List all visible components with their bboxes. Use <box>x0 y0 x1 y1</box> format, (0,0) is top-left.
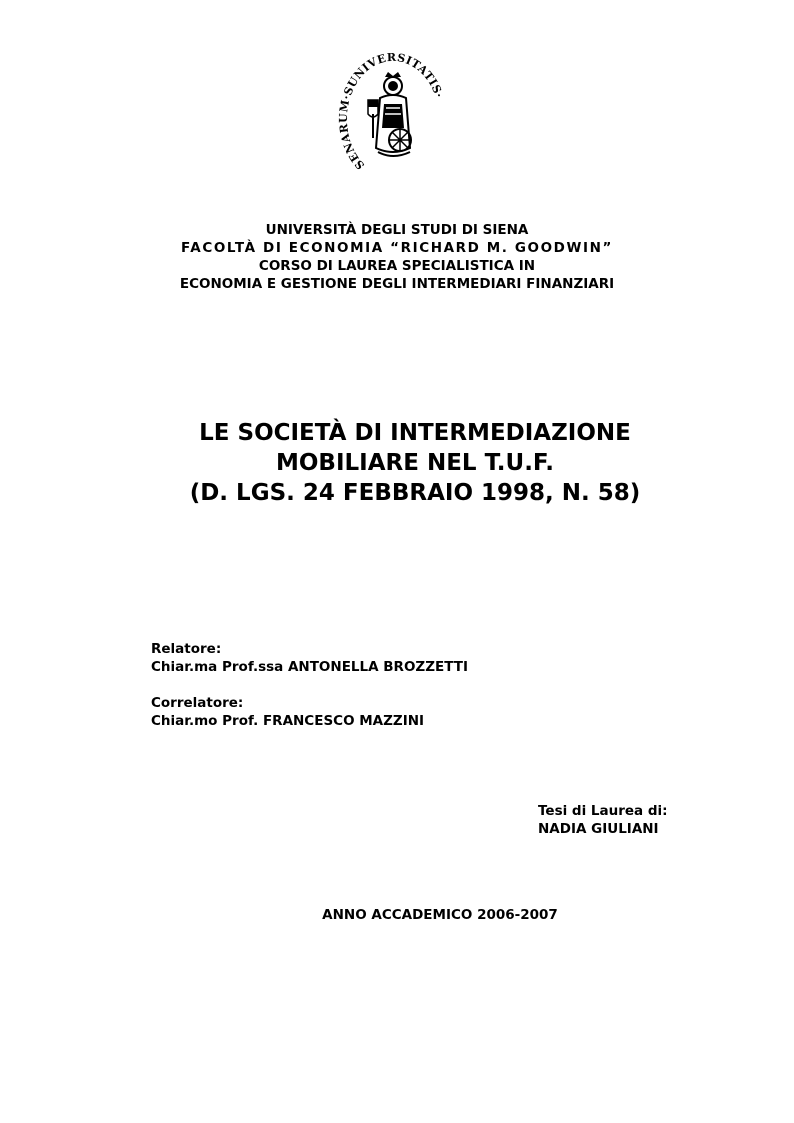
academic-year: ANNO ACCADEMICO 2006-2007 <box>322 907 558 923</box>
relatore-block <box>151 640 468 676</box>
relatore-label: Relatore: <box>151 641 222 657</box>
correlatore-label: Correlatore: <box>151 695 244 711</box>
title-line-2: MOBILIARE NEL T.U.F. <box>275 450 554 476</box>
thesis-label: Tesi di Laurea di: <box>538 803 668 819</box>
faculty-name: FACOLTÀ DI ECONOMIA “RICHARD M. GOODWIN” <box>181 240 613 256</box>
correlatore-name: Chiar.mo Prof. FRANCESCO MAZZINI <box>151 713 425 729</box>
correlatore-block <box>151 694 424 730</box>
university-seal-icon <box>338 48 448 176</box>
university-seal <box>338 48 448 176</box>
course-line-2: ECONOMIA E GESTIONE DEGLI INTERMEDIARI FINANZIARI <box>179 276 615 292</box>
thesis-author-block <box>538 802 668 838</box>
seal-legend: SENARUM·SUNIVERSITATIS· <box>338 50 446 172</box>
thesis-title <box>0 418 794 508</box>
thesis-author: NADIA GIULIANI <box>538 821 659 837</box>
course-line-1: CORSO DI LAUREA SPECIALISTICA IN <box>258 258 536 274</box>
university-name: UNIVERSITÀ DEGLI STUDI DI SIENA <box>265 222 529 238</box>
title-line-3: (D. LGS. 24 FEBBRAIO 1998, N. 58) <box>189 480 641 506</box>
institution-header <box>0 221 794 293</box>
title-line-1: LE SOCIETÀ DI INTERMEDIAZIONE <box>199 420 631 446</box>
relatore-name: Chiar.ma Prof.ssa ANTONELLA BROZZETTI <box>151 659 468 675</box>
